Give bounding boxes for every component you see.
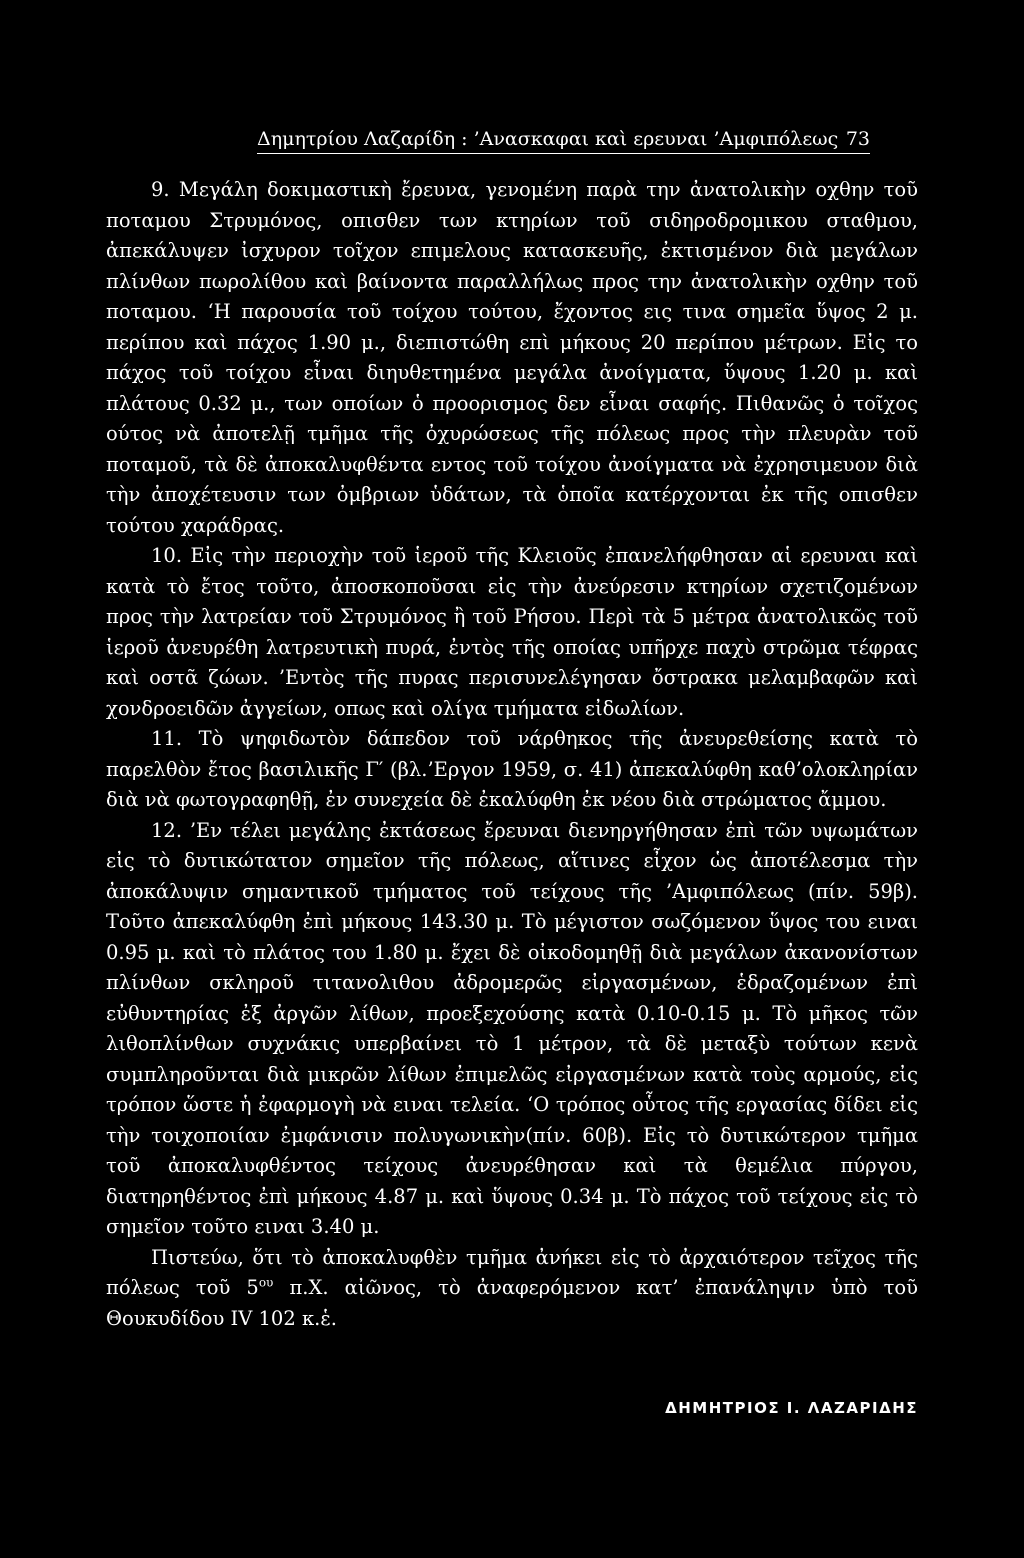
paragraph-10: 10. Εἰς τὴν περιοχὴν τοῦ ἱεροῦ τῆς Κλειοῦς ἐπανελήφθησαν αἱ ερευναι καὶ κατὰ τὸ ἔτος τοῦτο, ἀποσκοποῦσαι εἰς τὴν ἀνεύρεσιν κτηρίων σχετιζομένων προς τὴν λατρείαν τοῦ Στρυμόνος ἢ τοῦ Ρήσου. Περὶ τὰ 5 μέτρα ἀνατολικῶς τοῦ ἱεροῦ ἀνευρέθη λατρευτικὴ πυρά, ἐντὸς τῆς οποίας υπῆρχε παχὺ στρῶμα τέφρας καὶ οστᾶ ζώων. ’Εντὸς τῆς πυρας περισυνελέγησαν ὄστρακα μελαμβαφῶν καὶ χονδροειδῶν ἀγγείων, οπως καὶ ολίγα τμήματα εἰδωλίων. bbox=[106, 544, 918, 720]
century-superscript: ου bbox=[258, 1275, 274, 1290]
conclusion-text-end: π.Χ. αἰῶνος, τὸ ἀναφερόμενον κατ’ ἐπανάληψιν ὑπὸ τοῦ Θουκυδίδου IV 102 κ.ἑ. bbox=[106, 1276, 918, 1330]
page-number: 73 bbox=[845, 128, 870, 150]
header-title: Δημητρίου Λαζαρίδη : ’Ανασκαφαι καὶ ερευναι ’Αμφιπόλεως bbox=[257, 128, 839, 150]
header-rule bbox=[257, 153, 870, 154]
author-signature: ΔΗΜΗΤΡΙΟΣ Ι. ΛΑΖΑΡΙΔΗΣ bbox=[665, 1399, 918, 1417]
body-text bbox=[106, 175, 918, 1334]
paragraph-9: 9. Μεγάλη δοκιμαστικὴ ἔρευνα, γενομένη παρὰ την ἀνατολικὴν οχθην τοῦ ποταμου Στρυμόνος, οπισθεν των κτηρίων τοῦ σιδηροδρομικου σταθμου, ἀπεκάλυψεν ἰσχυρον τοῖχον επιμελους κατασκευῆς, ἐκτισμένον διὰ μεγάλων πλίνθων πωρολίθου καὶ βαίνοντα παραλλήλως προς την ἀνατολικὴν οχθην τοῦ ποταμου. ‘Η παρουσία τοῦ τοίχου τούτου, ἔχοντος εις τινα σημεῖα ὕψος 2 μ. περίπου καὶ πάχος 1.90 μ., διεπιστώθη επὶ μήκους 20 περίπου μέτρων. Εἰς το πάχος τοῦ τοίχου εἶναι διηυθετημένα μεγάλα ἀνοίγματα, ὕψους 1.20 μ. καὶ πλάτους 0.32 μ., των οποίων ὁ προορισμος δεν εἶναι σαφής. Πιθανῶς ὁ τοῖχος ούτος νὰ ἀποτελῇ τμῆμα τῆς ὀχυρώσεως τῆς πόλεως προς τὴν πλευρὰν τοῦ ποταμοῦ, τὰ δὲ ἀποκαλυφθέντα εντος τοῦ τοίχου ἀνοίγματα νὰ ἐχρησιμευον διὰ τὴν ἀποχέτευσιν των ὀμβριων ὑδάτων, τὰ ὁποῖα κατέρχονται ἐκ τῆς οπισθεν τούτου χαράδρας. bbox=[106, 178, 918, 537]
paragraph-12: 12. ’Εν τέλει μεγάλης ἐκτάσεως ἔρευναι διενηργήθησαν ἐπὶ τῶν υψωμάτων εἰς τὸ δυτικώτατον σημεῖον τῆς πόλεως, αἵτινες εἶχον ὡς ἀποτέλεσμα τὴν ἀποκάλυψιν σημαντικοῦ τμήματος τοῦ τείχους τῆς ’Αμφιπόλεως (πίν. 59β). Τοῦτο ἀπεκαλύφθη ἐπὶ μήκους 143.30 μ. Τὸ μέγιστον σωζόμενον ὕψος του ειναι 0.95 μ. καὶ τὸ πλάτος του 1.80 μ. ἔχει δὲ οἰκοδομηθῇ διὰ μεγάλων ἀκανονίστων πλίνθων σκληροῦ τιτανολιθου ἀδρομερῶς εἰργασμένων, ἑδραζομένων ἐπὶ εὐθυντηρίας ἐξ ἀργῶν λίθων, προεξεχούσης κατὰ 0.10-0.15 μ. Τὸ μῆκος τῶν λιθοπλίνθων συχνάκις υπερβαίνει τὸ 1 μέτρον, τὰ δὲ μεταξὺ τούτων κενὰ συμπληροῦνται διὰ μικρῶν λίθων ἐπιμελῶς εἰργασμένων κατὰ τοὺς αρμούς, εἰς τρόπον ὥστε ἡ ἐφαρμογὴ νὰ ειναι τελεία. ‘Ο τρόπος οὗτος τῆς εργασίας δίδει εἰς τὴν τοιχοποιίαν ἐμφάνισιν πολυγωνικὴν(πίν. 60β). Εἰς τὸ δυτικώτερον τμῆμα τοῦ ἀποκαλυφθέντος τείχους ἀνευρέθησαν καὶ τὰ θεμέλια πύργου, διατηρηθέντος ἐπὶ μήκους 4.87 μ. καὶ ὕψους 0.34 μ. Τὸ πάχος τοῦ τείχους εἰς τὸ σημεῖον τοῦτο ειναι 3.40 μ. bbox=[106, 818, 918, 1238]
paragraph-conclusion bbox=[106, 1243, 918, 1335]
running-header bbox=[257, 124, 870, 154]
conclusion-text-start: Πιστεύω, ὅτι τὸ ἀποκαλυφθὲν τμῆμα ἀνήκει εἰς τὸ ἀρχαιότερον τεῖχος τῆς πόλεως τοῦ 5 bbox=[106, 1245, 918, 1299]
paragraph-11: 11. Τὸ ψηφιδωτὸν δάπεδον τοῦ νάρθηκος τῆς ἀνευρεθείσης κατὰ τὸ παρελθὸν ἔτος βασιλικῆς Γ′ (βλ.’Εργον 1959, σ. 41) ἀπεκαλύφθη καθ’ολοκληρίαν διὰ νὰ φωτογραφηθῇ, ἐν συνεχεία δὲ ἐκαλύφθη ἐκ νέου διὰ στρώματος ἄμμου. bbox=[106, 727, 918, 811]
